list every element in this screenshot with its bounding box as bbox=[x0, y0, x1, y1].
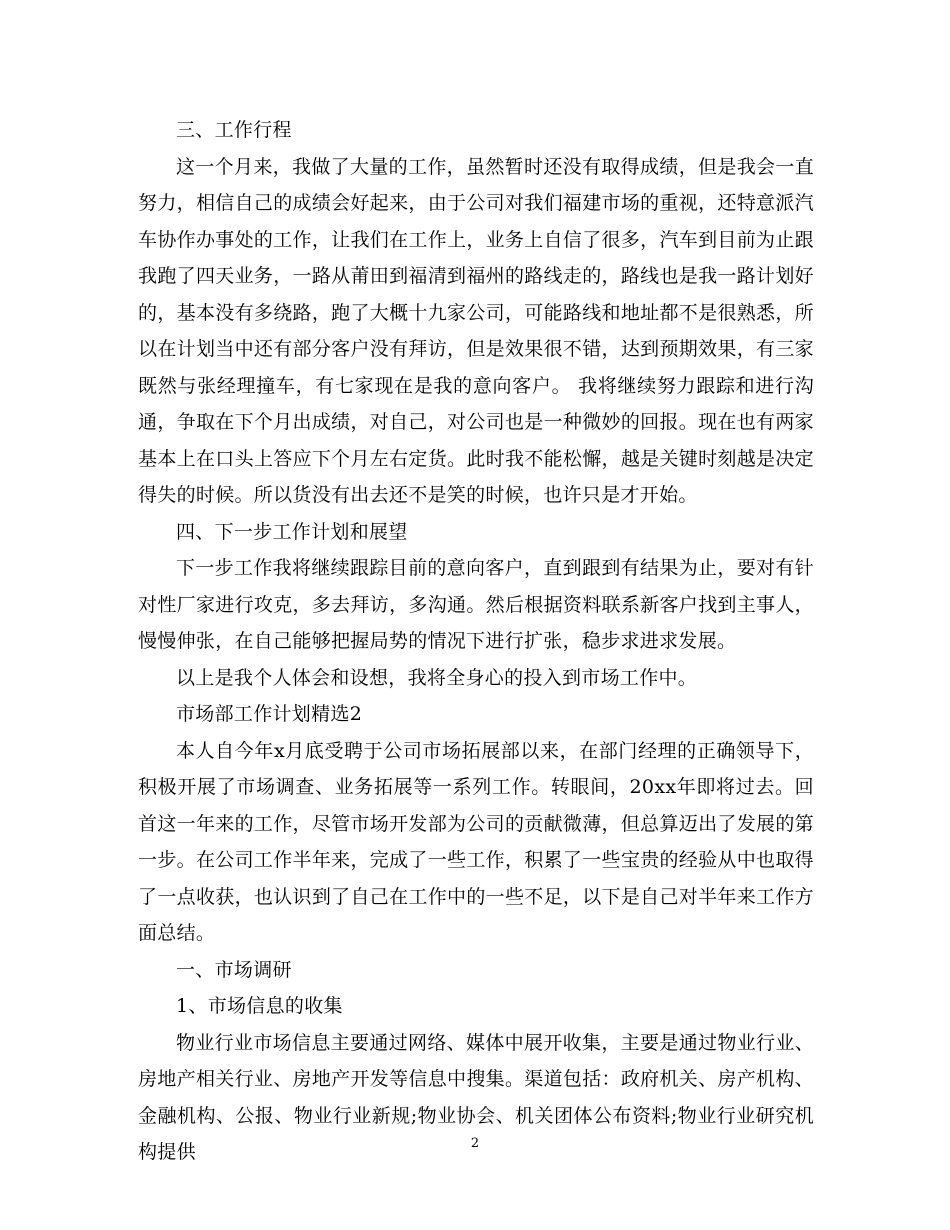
section-heading-market-research: 一、市场调研 bbox=[176, 958, 292, 981]
page-body bbox=[138, 112, 814, 1171]
section-heading-work-itinerary: 三、工作行程 bbox=[176, 119, 292, 141]
subheading-info-collection: 1、市场信息的收集 bbox=[176, 995, 343, 1017]
section-heading-next-plan: 四、下一步工作计划和展望 bbox=[176, 520, 408, 543]
heading-selected-plan-2: 市场部工作计划精选2 bbox=[176, 703, 363, 725]
paragraph-intro-plan-2: 本人自今年x月底受聘于公司市场拓展部以来，在部门经理的正确领导下，积极开展了市场调查、业务拓展等一系列工作。转眼间，20xx年即将过去。回首这一年来的工作，尽管市场开发部为公司的贡献微薄，但总算迈出了发展的第一步。在公司工作半年来，完成了一些工作，积累了一些宝贵的经验从中也取得了一点收获，也认识到了自己在工作中的一些不足，以下是自己对半年来工作方面总结。 bbox=[138, 739, 814, 944]
paragraph-info-sources: 物业行业市场信息主要通过网络、媒体中展开收集，主要是通过物业行业、房地产相关行业、房地产开发等信息中搜集。渠道包括：政府机关、房产机构、金融机构、公报、物业行业新规;物业协会、机关团体公布资料;物业行业研究机构提供 bbox=[138, 1031, 814, 1163]
paragraph-monthly-work: 这一个月来，我做了大量的工作，虽然暂时还没有取得成绩，但是我会一直努力，相信自己的成绩会好起来，由于公司对我们福建市场的重视，还特意派汽车协作办事处的工作，让我们在工作上，业务上自信了很多，汽车到目前为止跟我跑了四天业务，一路从莆田到福清到福州的路线走的，路线也是我一路计划好的，基本没有多绕路，跑了大概十九家公司，可能路线和地址都不是很熟悉，所以在计划当中还有部分客户没有拜访，但是效果很不错，达到预期效果，有三家既然与张经理撞车，有七家现在是我的意向客户。 我将继续努力跟踪和进行沟通，争取在下个月出成绩，对自己，对公司也是一种微妙的回报。现在也有两家基本上在口头上答应下个月左右定货。此时我不能松懈，越是关键时刻越是决定得失的时候。所以货没有出去还不是笑的时候，也许只是才开始。 bbox=[138, 155, 814, 506]
paragraph-next-steps: 下一步工作我将继续跟踪目前的意向客户，直到跟到有结果为止，要对有针对性厂家进行攻克，多去拜访，多沟通。然后根据资料联系新客户找到主事人，慢慢伸张，在自己能够把握局势的情况下进行扩张，稳步求进求发展。 bbox=[138, 557, 814, 652]
page-number: 2 bbox=[470, 1136, 480, 1151]
paragraph-summary: 以上是我个人体会和设想，我将全身心的投入到市场工作中。 bbox=[176, 666, 698, 689]
